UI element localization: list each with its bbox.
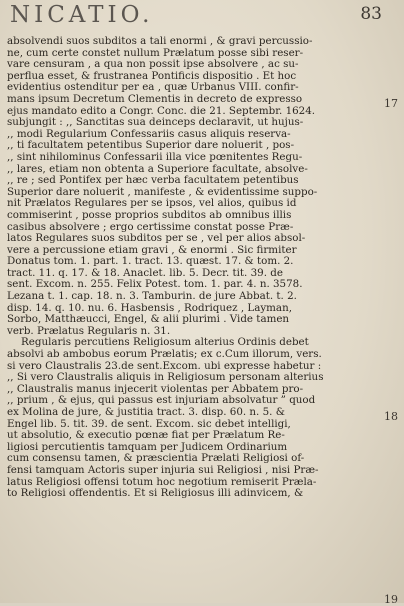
body-text (7, 36, 372, 500)
text-line: ,, modi Regularium Confessariis casus aliquis reserva- (7, 128, 291, 140)
text-line: evidentius ostenditur per ea , quæ Urbanus VIII. confir- (7, 82, 299, 94)
text-line: ex Molina de jure, & justitia tract. 3. disp. 60. n. 5. & (7, 407, 285, 418)
paragraph (7, 337, 372, 499)
text-line: verb. Prælatus Regularis n. 31. (7, 325, 171, 337)
text-line: sent. Excom. n. 255. Felix Potest. tom. 1. par. 4. n. 3578. (7, 279, 303, 291)
text-line: commiserint , posse proprios subditos ab omnibus illis (7, 209, 292, 221)
text-line: ejus mandato edito a Congr. Conc. die 21. Septembr. 1624. (7, 105, 316, 117)
text-line: perflua esset, & frustranea Pontificis dispositio . Et hoc (7, 70, 297, 82)
text-line: Engel lib. 5. tit. 39. de sent. Excom. sic debet intelligi, (7, 418, 291, 430)
running-head: NICATIO. (10, 2, 154, 28)
text-line: Donatus tom. 1. part. 1. tract. 13. quæst. 17. & tom. 2. (7, 256, 294, 268)
text-line: vare censuram , a qua non possit ipse absolvere , ac su- (7, 59, 299, 71)
text-line: casibus absolvere ; ergo certissime constat posse Præ- (7, 221, 294, 233)
margin-number: 18 (384, 410, 398, 423)
text-line: Lezana t. 1. cap. 18. n. 3. Tamburin. de jure Abbat. t. 2. (7, 291, 297, 303)
text-line: absolvi ab ambobus eorum Prælatis; ex c.Cum illorum, vers. (7, 349, 322, 361)
page-header (8, 2, 396, 32)
text-line: cum consensu tamen, & præscientia Prælati Religiosi of- (7, 453, 305, 465)
text-line: latos Regulares suos subditos per se , vel per alios absol- (7, 233, 306, 245)
text-line: absolvendi suos subditos a tali enormi , & gravi percussio- (7, 36, 313, 47)
text-line: si vero Claustralis 23.de sent.Excom. ubi expresse habetur : (7, 360, 322, 372)
text-line: ,, ti facultatem petentibus Superior dare noluerit , pos- (7, 140, 295, 152)
text-line: ,, prium , & ejus, qui passus est injuriam absolvatur ” quod (7, 395, 316, 407)
text-line: ,, lares, etiam non obtenta a Superiore facultate, absolve- (7, 163, 308, 175)
page-number: 83 (360, 4, 382, 24)
text-line: vere a percussione etiam gravi , & enormi . Sic firmiter (7, 244, 297, 256)
margin-number: 17 (384, 97, 398, 110)
text-line: ligiosi percutientis tamquam per Judicem Ordinarium (7, 441, 288, 453)
text-line: Superior dare noluerit , manifeste , & evidentissime suppo- (7, 186, 318, 198)
margin-number: 19 (384, 593, 398, 606)
text-line: to Religiosi offendentis. Et si Religiosus illi adinvicem, & (7, 488, 304, 500)
text-line: nit Prælatos Regulares per se ipsos, vel alios, quibus id (7, 198, 297, 210)
paragraph (7, 36, 372, 337)
text-line: fensi tamquam Actoris super injuria sui Religiosi , nisi Præ- (7, 464, 319, 476)
text-line: ,, Si vero Claustralis aliquis in Religiosum personam alterius (7, 372, 324, 384)
text-line: ,, re ; sed Pontifex per hæc verba facultatem petentibus (7, 175, 299, 187)
text-line: ,, Claustralis manus injecerit violentas per Abbatem pro- (7, 383, 304, 395)
text-line: ,, sint nihilominus Confessarii illa vice pœnitentes Regu- (7, 151, 303, 163)
text-line: disp. 14. q. 10. nu. 6. Hasbensis , Rodriquez , Layman, (7, 302, 292, 314)
text-line: ut absolutio, & executio pœnæ fiat per Prælatum Re- (7, 430, 285, 442)
text-line: subjungit : ,, Sanctitas sua deinceps declaravit, ut hujus- (7, 117, 304, 129)
text-line: latus Religiosi offensi totum hoc negotium remiserit Præla- (7, 476, 317, 488)
text-line: Regularis percutiens Religiosum alterius Ordinis debet (21, 337, 309, 349)
text-line: mans ipsum Decretum Clementis in decreto de expresso (7, 93, 303, 105)
text-line: ne, cum certe constet nullum Prælatum posse sibi reser- (7, 47, 304, 59)
text-line: Sorbo, Matthæucci, Engel, & alii plurimi . Vide tamen (7, 314, 290, 326)
text-line: tract. 11. q. 17. & 18. Anaclet. lib. 5. Decr. tit. 39. de (7, 267, 283, 279)
